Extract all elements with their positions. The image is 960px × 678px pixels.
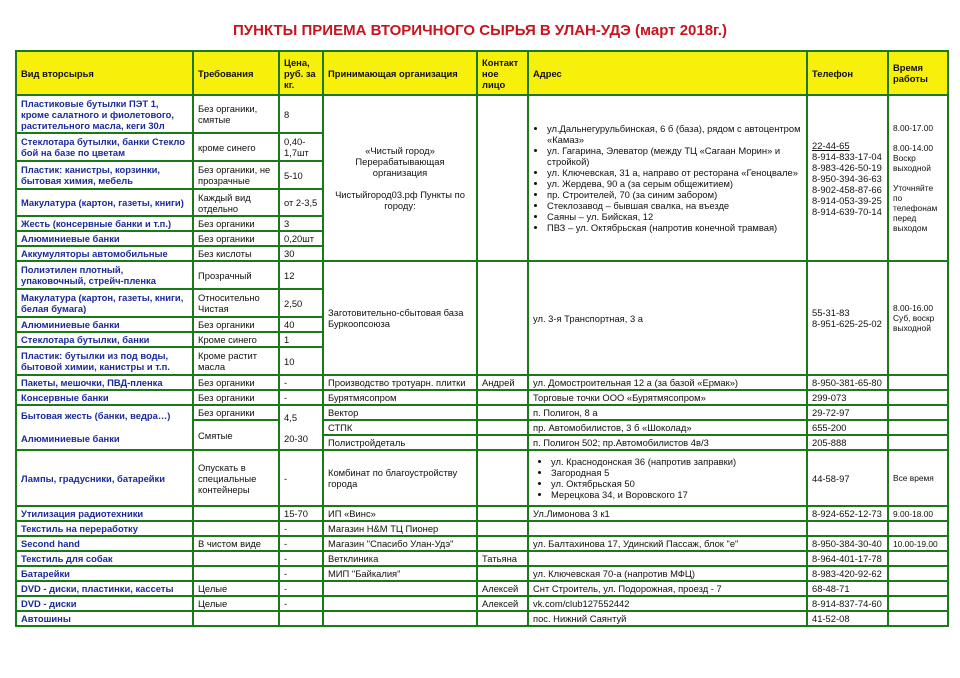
table-row [16,566,948,581]
address-cell: пр. Автомобилистов, 3 б «Шоколад» [528,420,807,435]
price-cell [279,405,323,450]
hours-cell: 10.00-19.00 [888,536,948,551]
table-row [16,261,948,289]
material-cell: Утилизация радиотехники [16,506,193,521]
list-item: • ул. Гагарина, Элеватор (между ТЦ «Сагаан Морин» и стройкой) [547,145,802,167]
phone-cell: 8-983-420-92-62 [807,566,888,581]
org-cell: Полистройдеталь [323,435,477,450]
price-cell: 10 [279,347,323,375]
list-item: • ПВЗ – ул. Октябрьская (напротив конечной трамвая) [547,222,802,233]
price-cell: - [279,566,323,581]
phone-cell: 8-924-652-12-73 [807,506,888,521]
phone-cell: 8-950-384-30-40 [807,536,888,551]
hours-cell: 8.00-17.00 8.00-14.00 Воскр выходной Уточняйте по телефонам перед выходом [888,95,948,261]
material-name: Алюминиевые банки [21,433,120,444]
phone-number: 8-983-426-50-19 [812,161,882,173]
table-row [16,95,948,133]
header-contact: Контакт ное лицо [477,51,528,95]
hours-cell [888,405,948,420]
contact-cell [477,95,528,261]
requirement-cell [193,521,279,536]
hours-cell [888,420,948,435]
requirement-cell: Без органики [193,405,279,420]
requirement-cell: Без кислоты [193,246,279,261]
price-cell: - [279,551,323,566]
contact-cell [477,435,528,450]
page-title: ПУНКТЫ ПРИЕМА ВТОРИЧНОГО СЫРЬЯ В УЛАН-УДЭ (март 2018г.) [233,22,727,39]
material-cell: Пластик: канистры, корзинки, бытовая химия, мебель [16,161,193,189]
material-cell: Текстиль для собак [16,551,193,566]
table-row [16,611,948,626]
table-row [16,596,948,611]
price-cell: 5-10 [279,161,323,189]
requirement-cell: Без органики [193,390,279,405]
phone-cell: 205-888 [807,435,888,450]
requirement-cell [193,611,279,626]
org-cell: «Чистый город» Перерабатывающая организация Чистыйгород03.рф Пункты по городу: [323,95,477,261]
org-cell: Магазин "Спасибо Улан-Удэ" [323,536,477,551]
price-cell: - [279,596,323,611]
material-cell: Консервные банки [16,390,193,405]
header-row [16,51,948,95]
contact-cell: Алексей [477,596,528,611]
contact-cell [477,261,528,375]
material-cell: Стеклотара бутылки, банки [16,332,193,347]
phone-number: 8-914-639-70-14 [812,205,882,217]
hours-cell: 9.00-18.00 [888,506,948,521]
phone-cell: 29-72-97 [807,405,888,420]
header-phone: Телефон [807,51,888,95]
requirement-cell: Опускать в специальные контейнеры [193,450,279,506]
contact-cell: Татьяна [477,551,528,566]
address-cell: ул. Балтахинова 17, Удинский Пассаж, блок "е" [528,536,807,551]
material-cell: Стеклотара бутылки, банки Стекло бой на базе по цветам [16,133,193,161]
requirement-cell: Кроме растит масла [193,347,279,375]
list-item: • ул. Октябрьская 50 [551,478,802,489]
table-row [16,450,948,506]
contact-cell [477,566,528,581]
list-item: • Мерецкова 34, и Воровского 17 [551,489,802,500]
address-cell [528,551,807,566]
hours-cell [888,375,948,390]
address-cell: ул. 3-я Транспортная, 3 а [528,261,807,375]
price-cell: - [279,375,323,390]
address-cell: Ул.Лимонова 3 к1 [528,506,807,521]
contact-cell [477,405,528,420]
material-cell: Пакеты, мешочки, ПВД-пленка [16,375,193,390]
address-cell: п. Полигон 502; пр.Автомобилистов 4в/3 [528,435,807,450]
price-cell: - [279,450,323,506]
hours-cell: Все время [888,450,948,506]
requirement-cell: Без органики [193,216,279,231]
material-cell: Жесть (консервные банки и т.п.) [16,216,193,231]
price-value: 4,5 [284,411,298,423]
price-value: 20-30 [284,432,308,444]
price-cell: - [279,536,323,551]
material-cell: DVD - диски [16,596,193,611]
price-cell: - [279,521,323,536]
price-cell: 2,50 [279,289,323,317]
material-cell: Автошины [16,611,193,626]
table-row [16,551,948,566]
org-cell: СТПК [323,420,477,435]
phone-cell [807,521,888,536]
phone-cell: 44-58-97 [807,450,888,506]
hours-cell [888,596,948,611]
material-cell: Полиэтилен плотный, упаковочный, стрейч-пленка [16,261,193,289]
requirement-cell [193,506,279,521]
material-cell: Текстиль на переработку [16,521,193,536]
requirement-cell: Целые [193,596,279,611]
list-item: • Саяны – ул. Бийская, 12 [547,211,802,222]
header-price: Цена, руб. за кг. [279,51,323,95]
hours-cell [888,390,948,405]
list-item: • Загородная 5 [551,467,802,478]
material-cell: Алюминиевые банки [16,231,193,246]
org-cell: Бурятмясопром [323,390,477,405]
org-cell [323,581,477,596]
list-item: • ул. Жердева, 90 а (за серым общежитием) [547,178,802,189]
hours-cell [888,521,948,536]
address-list [533,123,802,233]
header-hours: Время работы [888,51,948,95]
requirement-cell: кроме синего [193,133,279,161]
table-row [16,405,948,420]
table-row [16,521,948,536]
list-item: • ул.Дальнегурульбинская, 6 б (база), рядом с автоцентром «Камаз» [547,123,802,145]
material-cell: Алюминиевые банки [16,317,193,332]
address-cell: пос. Нижний Саянтуй [528,611,807,626]
requirement-cell: Кроме синего [193,332,279,347]
price-cell: от 2-3,5 [279,189,323,216]
contact-cell [477,450,528,506]
hours-cell [888,435,948,450]
price-cell: 12 [279,261,323,289]
header-address: Адрес [528,51,807,95]
list-item: • ул. Краснодонская 36 (напротив заправки) [551,456,802,467]
phone-cell: 8-964-401-17-78 [807,551,888,566]
requirement-cell: Каждый вид отдельно [193,189,279,216]
requirement-cell: Без органики, не прозрачные [193,161,279,189]
requirement-cell: Прозрачный [193,261,279,289]
contact-cell [477,611,528,626]
price-cell: - [279,390,323,405]
contact-cell [477,390,528,405]
price-cell [279,611,323,626]
phone-cell: 8-950-381-65-80 [807,375,888,390]
hours-cell [888,551,948,566]
phone-number: 8-902-458-87-66 [812,183,882,195]
requirement-cell [193,551,279,566]
header-material: Вид вторсырья [16,51,193,95]
phone-cell: 68-48-71 [807,581,888,596]
address-cell [528,521,807,536]
material-cell: Макулатура (картон, газеты, книги) [16,189,193,216]
price-cell: 1 [279,332,323,347]
address-cell: ул. Ключевская 70-а (напротив МФЦ) [528,566,807,581]
org-cell: ИП «Винс» [323,506,477,521]
table-row [16,390,948,405]
phone-cell: 55-31-83 8-951-625-25-02 [807,261,888,375]
list-item: • ул. Ключевская, 31 а, направо от ресторана «Геноцвале» [547,167,802,178]
contact-cell: Алексей [477,581,528,596]
org-cell: Комбинат по благоустройству города [323,450,477,506]
phone-number: 8-914-833-17-04 [812,150,882,162]
requirement-cell: Без органики, смятые [193,95,279,133]
material-cell: DVD - диски, пластинки, кассеты [16,581,193,596]
requirement-cell: Без органики [193,317,279,332]
phone-number: 8-950-394-36-63 [812,172,882,184]
price-cell: 0,20шт [279,231,323,246]
table-row [16,581,948,596]
contact-cell [477,521,528,536]
contact-cell [477,536,528,551]
price-cell: 30 [279,246,323,261]
price-cell: 40 [279,317,323,332]
org-cell: Заготовительно-сбытовая база Буркоопсоюза [323,261,477,375]
material-cell: Пластик: бутылки из под воды, бытовой химии, канистры и т.п. [16,347,193,375]
list-item: • Стеклозавод – бывшая свалка, на въезде [547,200,802,211]
material-cell: Макулатура (картон, газеты, книги, белая бумага) [16,289,193,317]
hours-cell [888,566,948,581]
address-cell: vk.com/club127552442 [528,596,807,611]
org-cell [323,596,477,611]
material-name: Бытовая жесть (банки, ведра…) [21,410,171,421]
phone-cell [807,95,888,261]
price-cell: 0,40-1,7шт [279,133,323,161]
table-row [16,506,948,521]
list-item: • пр. Строителей, 70 (за синим забором) [547,189,802,200]
phone-cell: 8-914-837-74-60 [807,596,888,611]
org-cell: Производство тротуарн. плитки [323,375,477,390]
contact-cell: Андрей [477,375,528,390]
contact-cell [477,506,528,521]
hours-cell [888,611,948,626]
phone-number: 22-44-65 [812,139,850,151]
phone-cell: 299-073 [807,390,888,405]
contact-cell [477,420,528,435]
recycling-table [15,50,949,627]
phone-cell: 41-52-08 [807,611,888,626]
address-list [533,456,802,500]
hours-cell: 8.00-16.00 Суб, воскр выходной [888,261,948,375]
org-cell [323,611,477,626]
phone-number: 8-914-053-39-25 [812,194,882,206]
org-cell: МИП "Байкалия" [323,566,477,581]
requirement-cell: Относительно Чистая [193,289,279,317]
requirement-cell: В чистом виде [193,536,279,551]
org-cell: Магазин H&M ТЦ Пионер [323,521,477,536]
table-row [16,536,948,551]
material-cell: Second hand [16,536,193,551]
requirement-cell: Целые [193,581,279,596]
address-cell: Снт Строитель, ул. Подорожная, проезд - 7 [528,581,807,596]
address-cell [528,95,807,261]
price-cell: 3 [279,216,323,231]
org-cell: Вектор [323,405,477,420]
price-cell: 8 [279,95,323,133]
address-cell: ул. Домостроительная 12 а (за базой «Ермак») [528,375,807,390]
material-cell: Батарейки [16,566,193,581]
address-cell [528,450,807,506]
header-requirements: Требования [193,51,279,95]
requirement-cell [193,566,279,581]
requirement-cell: Без органики [193,375,279,390]
org-cell: Ветклиника [323,551,477,566]
address-cell: п. Полигон, 8 а [528,405,807,420]
material-cell [16,405,193,450]
price-cell: 15-70 [279,506,323,521]
table-row [16,375,948,390]
price-cell: - [279,581,323,596]
hours-cell [888,581,948,596]
requirement-cell: Смятые [193,420,279,450]
address-cell: Торговые точки ООО «Бурятмясопром» [528,390,807,405]
material-cell: Лампы, градусники, батарейки [16,450,193,506]
material-cell: Пластиковые бутылки ПЭТ 1, кроме салатного и фиолетового, растительного масла, кеги 30л [16,95,193,133]
requirement-cell: Без органики [193,231,279,246]
phone-cell: 655-200 [807,420,888,435]
header-org: Принимающая организация [323,51,477,95]
material-cell: Аккумуляторы автомобильные [16,246,193,261]
